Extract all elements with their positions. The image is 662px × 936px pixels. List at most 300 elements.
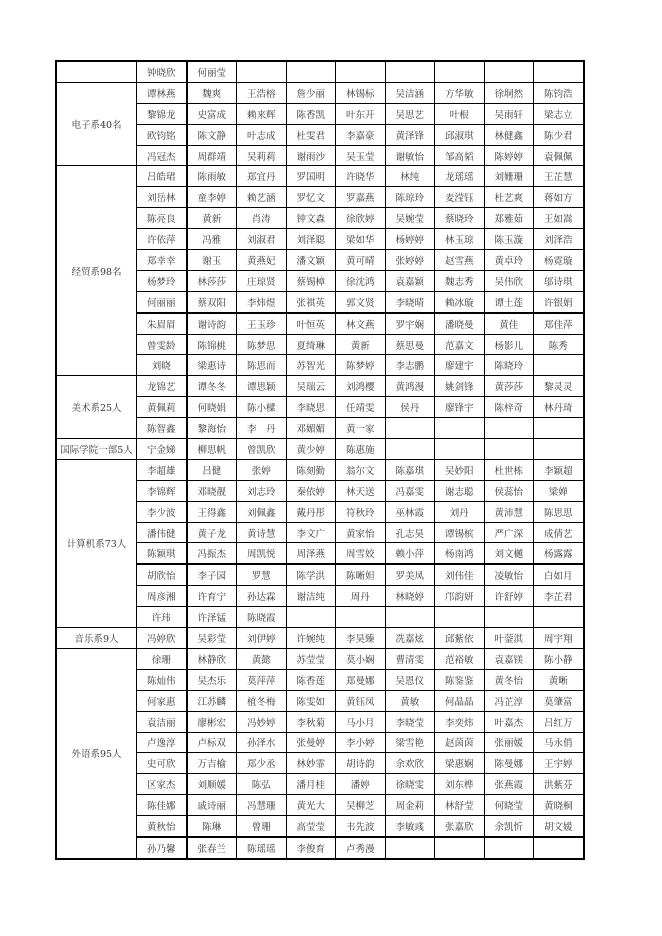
student-name-cell: 吴婉莹 xyxy=(385,208,435,229)
student-name-cell: 林纯 xyxy=(385,166,435,187)
student-name-cell: 吕红万 xyxy=(534,711,584,732)
student-name-cell: 林静欣 xyxy=(187,648,237,669)
student-name-cell xyxy=(534,837,584,859)
student-name-cell: 庄琼贤 xyxy=(237,270,287,291)
student-name-cell: 胡诗韵 xyxy=(336,753,386,774)
student-name-cell: 吕健 xyxy=(187,459,237,480)
student-name-cell xyxy=(385,607,435,628)
student-name-cell: 李小婷 xyxy=(336,732,386,753)
student-name-cell: 梁惠诗 xyxy=(187,355,237,376)
student-name-cell: 夏绮琳 xyxy=(286,334,336,355)
student-name-cell: 林妙霏 xyxy=(286,753,336,774)
student-name-cell: 黎灵灵 xyxy=(534,376,584,397)
student-name-cell: 韦先波 xyxy=(336,816,386,837)
student-name-cell xyxy=(484,418,534,439)
department-label: 电子系40名 xyxy=(56,82,137,166)
student-name-cell: 吴柳芝 xyxy=(336,795,386,816)
student-name-cell: 高莹莹 xyxy=(286,816,336,837)
student-name-cell: 李锦辉 xyxy=(137,480,187,501)
student-name-cell xyxy=(336,61,386,82)
student-name-cell: 刘晓 xyxy=(137,355,187,376)
student-name-cell: 莫肇富 xyxy=(534,690,584,711)
student-name-cell: 陈梓奇 xyxy=(484,397,534,418)
student-name-cell: 李昊臻 xyxy=(336,628,386,649)
student-name-cell: 李超雄 xyxy=(137,459,187,480)
student-name-cell: 黄晰 xyxy=(534,669,584,690)
student-name-cell: 陈少君 xyxy=(534,124,584,145)
student-name-cell: 蒋如方 xyxy=(534,187,584,208)
student-name-cell: 李晓晴 xyxy=(385,291,435,312)
student-name-cell: 袁嘉颖 xyxy=(385,270,435,291)
student-name-cell: 朱眉眉 xyxy=(137,313,187,334)
student-name-cell: 杜世栋 xyxy=(484,459,534,480)
student-name-cell: 肖涛 xyxy=(237,208,287,229)
student-name-cell: 魏志秀 xyxy=(435,270,485,291)
student-name-cell: 袁佩佩 xyxy=(534,145,584,166)
student-name-cell: 黄诗慧 xyxy=(237,522,287,543)
student-name-cell: 陈学洪 xyxy=(286,564,336,585)
student-name-cell: 罗美凤 xyxy=(385,564,435,585)
student-name-cell: 杜雯君 xyxy=(286,124,336,145)
student-name-cell: 黎锦龙 xyxy=(137,103,187,124)
student-name-cell: 何家惠 xyxy=(137,690,187,711)
student-name-cell: 黄光大 xyxy=(286,795,336,816)
student-name-cell: 陈嘉琪 xyxy=(385,459,435,480)
student-name-cell: 蔡锡樟 xyxy=(286,270,336,291)
student-name-cell: 徐晓雯 xyxy=(385,774,435,795)
student-name-cell: 郭文贤 xyxy=(336,291,386,312)
student-name-cell: 洪紫芬 xyxy=(534,774,584,795)
student-name-cell: 袁洁丽 xyxy=(137,711,187,732)
student-name-cell: 卢逸淳 xyxy=(137,732,187,753)
student-name-cell: 刘泽聪 xyxy=(286,229,336,250)
student-name-cell: 许泽锰 xyxy=(187,607,237,628)
student-name-cell: 潘婷 xyxy=(336,774,386,795)
department-label: 外语系95人 xyxy=(56,648,137,858)
table-row xyxy=(56,628,584,649)
student-name-cell: 龙瑶瑶 xyxy=(435,166,485,187)
student-name-cell: 陈秀 xyxy=(534,334,584,355)
student-name-cell: 林文燕 xyxy=(336,313,386,334)
student-name-cell: 陈思而 xyxy=(237,355,287,376)
student-name-cell: 刘东桦 xyxy=(435,774,485,795)
table-row xyxy=(56,61,584,82)
student-name-cell: 邹高韬 xyxy=(435,145,485,166)
student-name-cell xyxy=(435,607,485,628)
student-name-cell: 冯慧珊 xyxy=(237,795,287,816)
student-name-cell: 曾珊 xyxy=(237,816,287,837)
student-name-cell: 梁婵 xyxy=(534,480,584,501)
student-name-cell: 冯妙婷 xyxy=(237,711,287,732)
student-name-cell: 潘伟健 xyxy=(137,522,187,543)
student-name-cell: 林舒莹 xyxy=(435,795,485,816)
student-name-cell: 陈瑶瑶 xyxy=(237,837,287,859)
student-name-cell: 张嘉欣 xyxy=(435,816,485,837)
student-name-cell: 黄子龙 xyxy=(187,522,237,543)
student-name-cell: 冯振杰 xyxy=(187,543,237,564)
student-name-cell: 李嘉豪 xyxy=(336,124,386,145)
student-name-cell: 王得鑫 xyxy=(187,501,237,522)
student-name-cell: 陈梦婷 xyxy=(336,355,386,376)
student-name-cell: 刘顺媛 xyxy=(187,774,237,795)
student-name-cell: 陈文静 xyxy=(187,124,237,145)
student-name-cell: 范嘉文 xyxy=(435,334,485,355)
student-name-cell: 莫萍萍 xyxy=(237,669,287,690)
student-name-cell: 叶东开 xyxy=(336,103,386,124)
student-name-cell: 何晶晶 xyxy=(435,690,485,711)
student-name-cell: 王如嵩 xyxy=(534,208,584,229)
student-name-cell: 莫小娴 xyxy=(336,648,386,669)
student-name-cell: 何晓娟 xyxy=(187,397,237,418)
student-name-cell: 周泽燕 xyxy=(286,543,336,564)
student-name-cell: 李炜煜 xyxy=(237,291,287,312)
student-name-cell: 陈锦桃 xyxy=(187,334,237,355)
student-name-cell: 冯冠杰 xyxy=(137,145,187,166)
student-name-cell: 史可欣 xyxy=(137,753,187,774)
student-name-cell: 潘晓曼 xyxy=(435,313,485,334)
student-name-cell: 李敏彧 xyxy=(385,816,435,837)
student-name-cell: 邝韵妍 xyxy=(435,586,485,607)
student-name-cell: 周雪姣 xyxy=(336,543,386,564)
student-name-cell: 王宇婷 xyxy=(534,753,584,774)
student-name-cell: 陈雯如 xyxy=(286,690,336,711)
student-name-cell: 陈小静 xyxy=(534,648,584,669)
student-name-cell: 徐珊 xyxy=(137,648,187,669)
student-name-cell: 徐沈鸿 xyxy=(336,270,386,291)
student-name-cell: 刘丹 xyxy=(435,501,485,522)
student-name-cell: 苏智光 xyxy=(286,355,336,376)
student-name-cell: 刘淑君 xyxy=(237,229,287,250)
student-name-cell: 曾凯欣 xyxy=(237,439,287,460)
student-name-cell: 杨梦玲 xyxy=(137,270,187,291)
student-name-cell: 郑宜丹 xyxy=(237,166,287,187)
student-name-cell: 黄泽锋 xyxy=(385,124,435,145)
student-name-cell: 黄可晴 xyxy=(336,250,386,271)
student-name-cell: 黄秋怡 xyxy=(137,816,187,837)
student-name-cell: 黄钰凤 xyxy=(336,690,386,711)
student-name-cell: 周金莉 xyxy=(385,795,435,816)
student-name-cell: 赖冰璇 xyxy=(435,291,485,312)
student-name-cell: 黄少婷 xyxy=(286,439,336,460)
student-name-cell: 谢玉 xyxy=(187,250,237,271)
student-name-cell: 林丹琦 xyxy=(534,397,584,418)
student-name-cell: 张婷婷 xyxy=(385,250,435,271)
department-label: 国际学院一部5人 xyxy=(56,439,137,460)
student-name-cell: 黄莎莎 xyxy=(484,376,534,397)
student-name-cell xyxy=(336,607,386,628)
student-name-cell: 许育宁 xyxy=(187,586,237,607)
student-name-cell: 黄敏 xyxy=(385,690,435,711)
student-name-cell: 吴恩仪 xyxy=(385,669,435,690)
student-name-cell: 叶志成 xyxy=(237,124,287,145)
table-row xyxy=(56,439,584,460)
student-name-cell: 吴杰乐 xyxy=(187,669,237,690)
student-name-cell: 王浩榕 xyxy=(237,82,287,103)
student-name-cell: 陈香莲 xyxy=(286,669,336,690)
student-name-cell xyxy=(484,61,534,82)
student-name-cell: 黄燕妃 xyxy=(237,250,287,271)
student-name-cell: 徐垌然 xyxy=(484,82,534,103)
student-name-cell: 黄新 xyxy=(187,208,237,229)
student-name-cell: 白如月 xyxy=(534,564,584,585)
student-name-cell: 杨影儿 xyxy=(484,334,534,355)
student-name-cell: 黄家怡 xyxy=(336,522,386,543)
student-name-cell: 罗忆文 xyxy=(286,187,336,208)
student-name-cell: 戚诗丽 xyxy=(187,795,237,816)
department-label: 计算机系73人 xyxy=(56,459,137,627)
student-name-cell: 周凯悦 xyxy=(237,543,287,564)
student-name-cell: 黄新 xyxy=(336,334,386,355)
student-name-cell: 陈惠施 xyxy=(336,439,386,460)
student-name-cell: 邱淑琪 xyxy=(435,124,485,145)
student-name-cell: 冯嘉雯 xyxy=(385,480,435,501)
student-name-cell: 陈琼玲 xyxy=(385,187,435,208)
student-name-cell: 林玉琼 xyxy=(435,229,485,250)
student-name-cell: 陈佳娜 xyxy=(137,795,187,816)
student-name-cell: 陈梦思 xyxy=(237,334,287,355)
student-name-cell: 王芷慧 xyxy=(534,166,584,187)
student-name-cell: 刘鸿樱 xyxy=(336,376,386,397)
student-name-cell: 卢秀漫 xyxy=(336,837,386,859)
student-name-cell: 谭林燕 xyxy=(137,82,187,103)
student-name-cell: 林晓婷 xyxy=(385,586,435,607)
student-name-cell: 梁志立 xyxy=(534,103,584,124)
student-name-cell: 马永俏 xyxy=(534,732,584,753)
student-name-cell: 侯丹 xyxy=(385,397,435,418)
student-name-cell: 李晓莹 xyxy=(385,711,435,732)
student-name-cell: 李志鹏 xyxy=(385,355,435,376)
student-name-cell: 许舒婷 xyxy=(484,586,534,607)
student-name-cell: 孔志昊 xyxy=(385,522,435,543)
student-name-cell xyxy=(435,61,485,82)
student-name-cell: 陈雨敏 xyxy=(187,166,237,187)
student-name-cell: 陈婷婷 xyxy=(484,145,534,166)
student-name-cell: 戴丹彤 xyxy=(286,501,336,522)
student-name-cell: 张祺英 xyxy=(286,291,336,312)
student-name-cell: 陈灿伟 xyxy=(137,669,187,690)
student-name-cell: 邱紫依 xyxy=(435,628,485,649)
student-name-cell: 任靖雯 xyxy=(336,397,386,418)
student-name-cell: 魏爽 xyxy=(187,82,237,103)
student-name-cell: 江苏麟 xyxy=(187,690,237,711)
student-name-cell: 欧钧铭 xyxy=(137,124,187,145)
student-name-cell: 卢标双 xyxy=(187,732,237,753)
student-name-cell: 胡文媛 xyxy=(534,816,584,837)
student-name-cell: 黄一家 xyxy=(336,418,386,439)
student-name-cell: 麦滢钰 xyxy=(435,187,485,208)
student-name-cell: 吴洁涵 xyxy=(385,82,435,103)
student-name-cell: 符秋玲 xyxy=(336,501,386,522)
student-name-cell: 吴彩莹 xyxy=(187,628,237,649)
student-name-cell: 谢敏怡 xyxy=(385,145,435,166)
student-name-cell: 陈钧浩 xyxy=(534,82,584,103)
student-name-cell: 叶根 xyxy=(435,103,485,124)
student-name-cell: 方华敏 xyxy=(435,82,485,103)
student-name-cell: 孙泽水 xyxy=(237,732,287,753)
student-name-cell: 杜艺爽 xyxy=(484,187,534,208)
student-name-cell: 余欢欣 xyxy=(385,753,435,774)
student-name-cell: 曾雯龄 xyxy=(137,334,187,355)
student-name-cell xyxy=(385,439,435,460)
student-name-cell: 刘姗珊 xyxy=(484,166,534,187)
student-name-cell: 余凯忻 xyxy=(484,816,534,837)
student-name-cell: 陈琳 xyxy=(187,816,237,837)
student-name-cell: 郑幸幸 xyxy=(137,250,187,271)
student-name-cell: 张燕霞 xyxy=(484,774,534,795)
student-name-cell: 陈鉴鉴 xyxy=(435,669,485,690)
student-name-cell xyxy=(385,61,435,82)
student-name-cell: 宁金娣 xyxy=(137,439,187,460)
student-name-cell: 罗慧 xyxy=(237,564,287,585)
student-name-cell: 蔡晓玲 xyxy=(435,208,485,229)
student-name-cell: 翁尔文 xyxy=(336,459,386,480)
student-name-cell: 赵茵茵 xyxy=(435,732,485,753)
student-name-cell: 姚剑锋 xyxy=(435,376,485,397)
student-name-cell: 吴妙阳 xyxy=(435,459,485,480)
student-name-cell: 杨南鸿 xyxy=(435,543,485,564)
student-name-cell: 赵雪燕 xyxy=(435,250,485,271)
student-name-cell: 张婷 xyxy=(237,459,287,480)
student-name-cell: 黄佩莉 xyxy=(137,397,187,418)
student-name-cell: 杨婷婷 xyxy=(385,229,435,250)
student-name-cell: 谢志聪 xyxy=(435,480,485,501)
student-name-cell: 黄懿 xyxy=(237,648,287,669)
student-name-cell xyxy=(385,837,435,859)
student-name-cell: 刘佩鑫 xyxy=(237,501,287,522)
department-label: 音乐系9人 xyxy=(56,628,137,649)
student-name-cell: 吴伟欣 xyxy=(484,270,534,291)
student-name-cell: 许晓华 xyxy=(336,166,386,187)
student-name-cell: 李子园 xyxy=(187,564,237,585)
student-name-cell: 陈晓霞 xyxy=(237,607,287,628)
student-name-cell: 李秋菊 xyxy=(286,711,336,732)
student-name-cell: 谭冬冬 xyxy=(187,376,237,397)
student-name-cell: 张春兰 xyxy=(187,837,237,859)
student-name-cell: 王玉珍 xyxy=(237,313,287,334)
student-name-cell xyxy=(484,439,534,460)
student-name-cell xyxy=(484,607,534,628)
student-name-cell: 刘泽浩 xyxy=(534,229,584,250)
student-name-cell: 黄卓玲 xyxy=(484,250,534,271)
student-name-cell: 谢雨沙 xyxy=(286,145,336,166)
student-name-cell: 冯芷淳 xyxy=(484,690,534,711)
student-name-cell: 何丽丽 xyxy=(137,291,187,312)
student-name-cell: 巫林霞 xyxy=(385,501,435,522)
student-name-cell: 黄佳 xyxy=(484,313,534,334)
student-name-cell: 李文广 xyxy=(286,522,336,543)
student-name-cell: 植冬梅 xyxy=(237,690,287,711)
student-name-cell: 陈刻勤 xyxy=(286,459,336,480)
student-name-cell xyxy=(435,439,485,460)
student-name-cell: 黄晓桐 xyxy=(534,795,584,816)
student-name-cell: 李俊育 xyxy=(286,837,336,859)
student-name-cell: 周丹 xyxy=(336,586,386,607)
student-name-cell xyxy=(534,439,584,460)
student-name-cell: 刘岳林 xyxy=(137,187,187,208)
student-name-cell xyxy=(237,61,287,82)
student-name-cell: 李晓思 xyxy=(286,397,336,418)
table-row xyxy=(56,166,584,187)
student-name-cell: 柳思帆 xyxy=(187,439,237,460)
student-name-cell: 叶蓥淇 xyxy=(484,628,534,649)
student-name-cell xyxy=(385,418,435,439)
student-name-cell: 吴瑞云 xyxy=(286,376,336,397)
student-name-cell: 杨霓璇 xyxy=(534,250,584,271)
student-name-cell: 胡欣怡 xyxy=(137,564,187,585)
student-name-cell: 赖来辉 xyxy=(237,103,287,124)
student-name-cell: 袁嘉镁 xyxy=(484,648,534,669)
student-name-cell: 廖建宇 xyxy=(435,355,485,376)
student-name-cell: 凌敏怡 xyxy=(484,564,534,585)
student-name-cell xyxy=(484,837,534,859)
student-name-cell: 侯蕊怡 xyxy=(484,480,534,501)
student-name-cell: 陈晰妲 xyxy=(336,564,386,585)
student-name-cell: 陈思思 xyxy=(534,501,584,522)
student-name-cell: 钟晓欣 xyxy=(137,61,187,82)
student-name-cell: 何丽莹 xyxy=(187,61,237,82)
student-name-cell: 万吉榆 xyxy=(187,753,237,774)
student-name-cell: 龙锦艺 xyxy=(137,376,187,397)
student-name-cell: 童李婷 xyxy=(187,187,237,208)
student-name-cell: 陈亮良 xyxy=(137,208,187,229)
student-name-cell: 陈弘 xyxy=(237,774,287,795)
student-name-cell: 史富成 xyxy=(187,103,237,124)
student-name-cell: 郑佳萍 xyxy=(534,313,584,334)
student-name-cell: 陈香凯 xyxy=(286,103,336,124)
student-name-cell: 陈玉漩 xyxy=(484,229,534,250)
student-name-cell: 邬诗琪 xyxy=(534,270,584,291)
student-name-cell: 秦依婷 xyxy=(286,480,336,501)
student-name-cell: 潘月桂 xyxy=(286,774,336,795)
student-name-cell xyxy=(286,607,336,628)
student-name-cell: 吴雨轩 xyxy=(484,103,534,124)
student-name-cell: 陈曼娜 xyxy=(484,753,534,774)
student-name-cell: 周群靖 xyxy=(187,145,237,166)
student-name-cell xyxy=(534,418,584,439)
student-name-cell: 孙乃馨 xyxy=(137,837,187,859)
student-name-cell: 罗国明 xyxy=(286,166,336,187)
student-name-cell: 郑雅茹 xyxy=(484,208,534,229)
student-name-cell: 许依萍 xyxy=(137,229,187,250)
student-name-cell: 郑曼娜 xyxy=(336,669,386,690)
student-name-cell: 叶嘉杰 xyxy=(484,711,534,732)
department-label: 经贸系98名 xyxy=(56,166,137,376)
student-name-cell xyxy=(435,418,485,439)
table-row xyxy=(56,459,584,480)
student-name-cell: 李颖超 xyxy=(534,459,584,480)
student-name-cell: 李少波 xyxy=(137,501,187,522)
student-name-cell: 陈晓玲 xyxy=(484,355,534,376)
student-name-cell: 严广深 xyxy=(484,522,534,543)
student-name-cell: 林锡标 xyxy=(336,82,386,103)
student-name-cell: 梁如华 xyxy=(336,229,386,250)
student-name-cell: 谢洁纯 xyxy=(286,586,336,607)
student-name-cell: 吴莉莉 xyxy=(237,145,287,166)
student-name-cell: 陈小樑 xyxy=(237,397,287,418)
student-name-cell: 叶恒英 xyxy=(286,313,336,334)
student-name-cell: 杨露露 xyxy=(534,543,584,564)
student-name-cell: 钟文森 xyxy=(286,208,336,229)
student-name-cell: 张曼婷 xyxy=(286,732,336,753)
student-name-cell: 陈智鑫 xyxy=(137,418,187,439)
student-name-cell: 冯婷欣 xyxy=(137,628,187,649)
student-name-cell xyxy=(435,837,485,859)
student-name-cell: 周彦湘 xyxy=(137,586,187,607)
student-name-cell: 曹清雯 xyxy=(385,648,435,669)
student-name-cell: 黄沛慧 xyxy=(484,501,534,522)
student-name-cell: 冯雅 xyxy=(187,229,237,250)
student-name-cell: 谭思颖 xyxy=(237,376,287,397)
